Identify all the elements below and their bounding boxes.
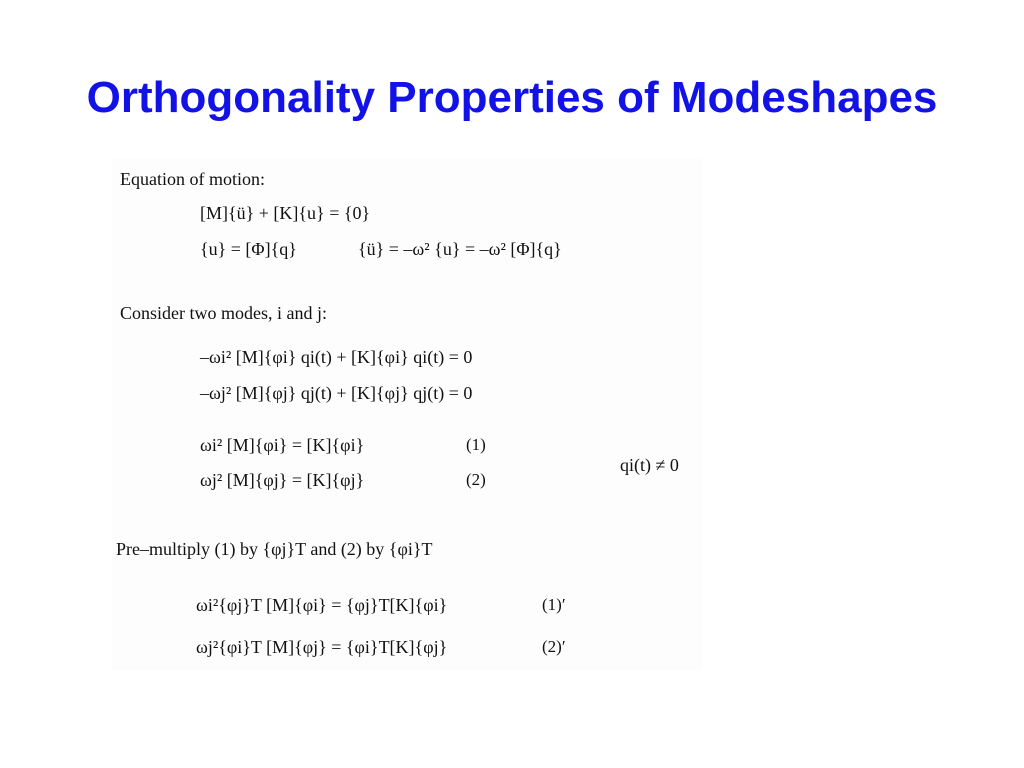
section-heading-equation-of-motion: Equation of motion:: [120, 169, 265, 189]
mode-j-equation: –ωj² [M]{φj} qj(t) + [K]{φj} qj(t) = 0: [200, 383, 473, 403]
section-heading-two-modes: Consider two modes, i and j:: [120, 303, 327, 323]
mode-i-eigen-equation: ωi² [M]{φi} = [K]{φi}: [200, 435, 365, 455]
equation-of-motion: [M]{ü} + [K]{u} = {0}: [200, 203, 371, 223]
mode-i-equation: –ωi² [M]{φi} qi(t) + [K]{φi} qi(t) = 0: [200, 347, 473, 367]
section-heading-pre-multiply: Pre–multiply (1) by {φj}T and (2) by {φi}T: [116, 539, 433, 559]
equation-tag-2-prime: (2)′: [542, 637, 566, 656]
displacement-transform: {u} = [Φ]{q}: [200, 239, 297, 259]
equation-tag-1-prime: (1)′: [542, 595, 566, 614]
nonzero-condition: qi(t) ≠ 0: [620, 455, 679, 475]
acceleration-relation: {ü} = –ω² {u} = –ω² [Φ]{q}: [358, 239, 562, 259]
slide-title: Orthogonality Properties of Modeshapes: [86, 73, 938, 122]
equation-tag-1: (1): [466, 435, 486, 454]
premultiplied-equation-2: ωj²{φi}T [M]{φj} = {φi}T[K]{φj}: [196, 637, 448, 657]
mode-j-eigen-equation: ωj² [M]{φj} = [K]{φj}: [200, 470, 365, 490]
equation-tag-2: (2): [466, 470, 486, 489]
premultiplied-equation-1: ωi²{φj}T [M]{φi} = {φj}T[K]{φi}: [196, 595, 448, 615]
